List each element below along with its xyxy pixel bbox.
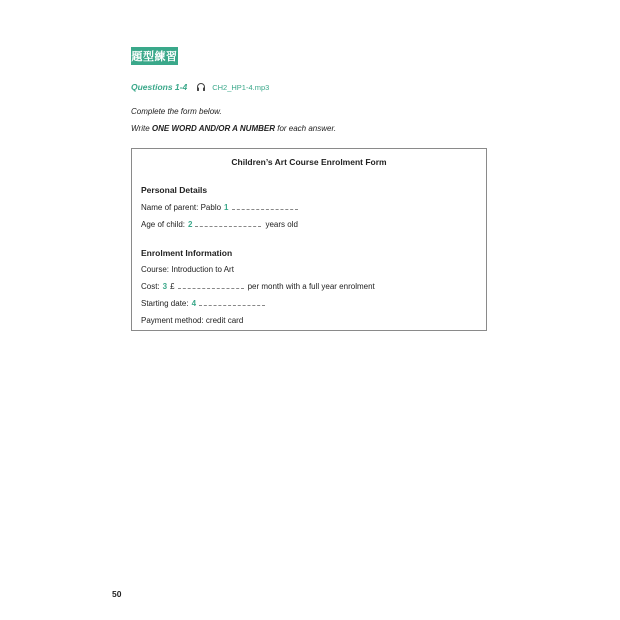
instruction-complete: Complete the form below.: [131, 107, 222, 116]
currency-symbol: £: [170, 282, 175, 291]
age-label: Age of child:: [141, 220, 186, 229]
payment-row: Payment method: credit card: [141, 316, 244, 325]
question-number-1: 1: [224, 203, 229, 212]
question-header: [131, 82, 269, 92]
start-date-row: [141, 299, 269, 308]
audio-file-link[interactable]: CH2_HP1-4.mp3: [212, 82, 270, 92]
instruction-write: [131, 124, 336, 133]
section-personal-details: Personal Details: [141, 185, 208, 195]
question-number-2: 2: [188, 220, 193, 229]
form-title: Children’s Art Course Enrolment Form: [231, 157, 387, 167]
instruction-prefix: Write: [131, 124, 152, 133]
headphones-icon: [196, 82, 206, 92]
section-badge: 題型練習: [131, 47, 178, 65]
section-enrolment-info: Enrolment Information: [141, 248, 233, 258]
parent-name-row: [141, 203, 302, 212]
question-range: Questions 1-4: [131, 82, 188, 92]
parent-label: Name of parent: Pablo: [141, 203, 222, 212]
course-row: Course: Introduction to Art: [141, 265, 234, 274]
answer-blank-1[interactable]: [232, 208, 298, 210]
question-number-3: 3: [162, 282, 168, 291]
age-suffix: years old: [265, 220, 298, 229]
start-label: Starting date:: [141, 299, 189, 308]
answer-blank-3[interactable]: [178, 287, 244, 289]
answer-blank-4[interactable]: [199, 304, 265, 306]
age-row: [141, 220, 298, 229]
instruction-suffix: for each answer.: [275, 124, 337, 133]
cost-row: [141, 282, 375, 291]
enrolment-form: [131, 148, 487, 331]
answer-blank-2[interactable]: [195, 225, 261, 227]
cost-suffix: per month with a full year enrolment: [247, 282, 375, 291]
cost-label: Cost:: [141, 282, 160, 291]
page-number: 50: [112, 589, 122, 599]
instruction-emphasis: ONE WORD AND/OR A NUMBER: [151, 124, 275, 133]
question-number-4: 4: [191, 299, 197, 308]
